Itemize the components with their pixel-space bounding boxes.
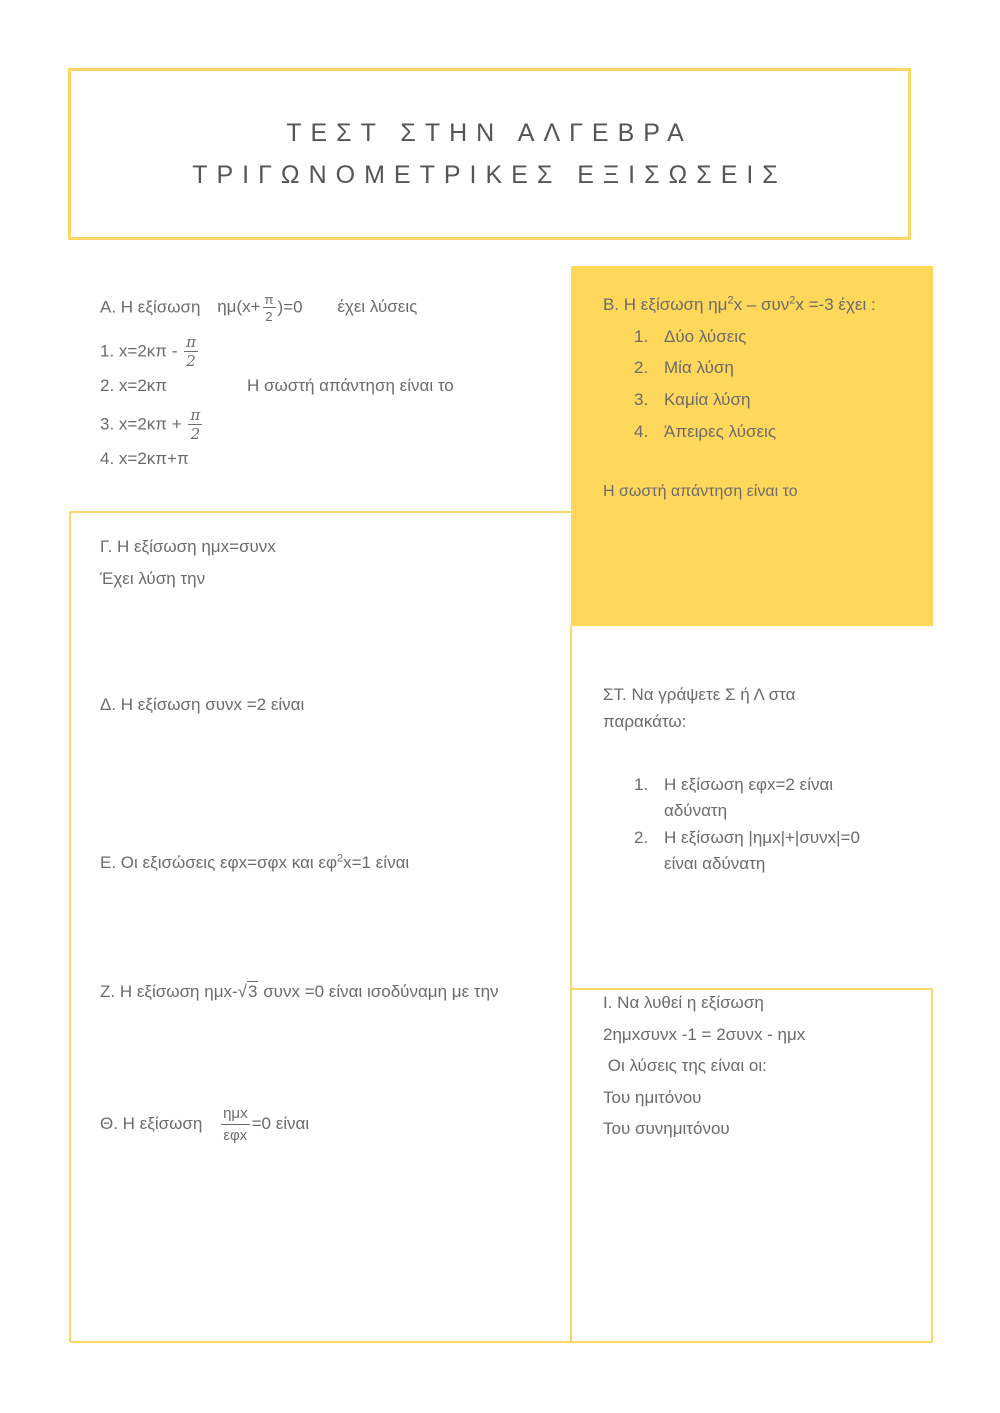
page-title: ΤΕΣΤ ΣΤΗΝ ΑΛΓΕΒΡΑ (286, 119, 693, 147)
question-st-line2: παρακάτω: (603, 712, 687, 731)
question-b-option-1 (634, 326, 746, 348)
question-b-option-3 (634, 389, 750, 411)
question-b-option-1-num: 1. (634, 327, 649, 346)
question-g-line1: Γ. Η εξίσωση ημx=συνx (100, 537, 276, 556)
sqrt-sign: √ (237, 982, 247, 1001)
question-b-option-3-label: Καμία λύση (664, 390, 751, 409)
question-st-item-1-num: 1. (634, 775, 649, 794)
question-theta-den: εφx (223, 1126, 248, 1144)
question-z-part2: συνx =0 είναι ισοδύναμη με την (258, 982, 499, 1001)
question-b-answer-label: Η σωστή απάντηση είναι το (603, 483, 798, 500)
option-2-text: 2. x=2κπ (100, 376, 168, 395)
question-b-part2: x – συν (733, 295, 790, 314)
question-st-item-2-num: 2. (634, 828, 649, 847)
question-a-fraction (263, 293, 276, 323)
question-b-sup1: 2 (727, 294, 734, 307)
option-1-den: 2 (186, 352, 196, 370)
question-a-answer-label: Η σωστή απάντηση είναι το (247, 376, 454, 395)
question-z-part1: Ζ. Η εξίσωση ημx- (100, 982, 238, 1001)
question-a-option-3 (100, 408, 204, 442)
question-a-fn-open: ημ(x+ (217, 297, 261, 317)
question-i-line5: Του συνημιτόνου (603, 1119, 730, 1138)
question-a-prefix: Α. Η εξίσωση (100, 297, 201, 317)
question-e (100, 852, 409, 874)
question-e-part2: x=1 είναι (343, 853, 410, 872)
question-b-option-3-num: 3. (634, 390, 649, 409)
page-subtitle: ΤΡΙΓΩΝΟΜΕΤΡΙΚΕΣ ΕΞΙΣΩΣΕΙΣ (192, 161, 787, 189)
question-b-part3: x =-3 έχει : (795, 295, 876, 314)
question-i-line1: Ι. Να λυθεί η εξίσωση (603, 993, 764, 1012)
question-b-box (571, 266, 933, 626)
option-3-fraction (188, 408, 202, 442)
question-i-line4: Του ημιτόνου (603, 1088, 702, 1107)
question-a-option-1 (100, 335, 200, 369)
question-a-suffix: έχει λύσεις (337, 297, 418, 317)
question-theta-suffix: =0 είναι (251, 1114, 310, 1133)
question-st-line1: ΣΤ. Να γράψετε Σ ή Λ στα (603, 685, 796, 704)
question-a-fn-close: )=0 (277, 297, 303, 317)
title-box (68, 68, 911, 240)
question-st-item-2-line2: είναι αδύνατη (664, 854, 766, 873)
question-b-part1: Β. Η εξίσωση ημ (603, 295, 728, 314)
question-st-item-1-line2: αδύνατη (664, 801, 728, 820)
option-1-text: 1. x=2κπ - (100, 341, 178, 361)
question-e-sup: 2 (337, 852, 344, 865)
question-st-item-1-line1: Η εξίσωση εφx=2 είναι (664, 775, 834, 794)
question-b-option-4-num: 4. (634, 422, 649, 441)
question-b (603, 294, 876, 316)
question-g-line2: Έχει λύση την (100, 569, 206, 588)
question-b-sup2: 2 (789, 294, 796, 307)
option-3-text: 3. x=2κπ + (100, 414, 182, 434)
question-a-frac-num: π (264, 292, 274, 307)
question-e-part1: Ε. Οι εξισώσεις εφx=σφx και εφ (100, 853, 337, 872)
question-theta (100, 1104, 309, 1144)
question-theta-num: ημx (221, 1105, 250, 1124)
question-b-option-4 (634, 421, 776, 443)
question-d: Δ. Η εξίσωση συνx =2 είναι (100, 695, 305, 714)
question-theta-fraction (221, 1105, 250, 1144)
question-a-frac-den: 2 (265, 309, 273, 324)
question-theta-prefix: Θ. Η εξίσωση (100, 1114, 203, 1133)
option-1-num: π (186, 333, 196, 351)
question-z (100, 981, 499, 1003)
question-i-line3: Οι λύσεις της είναι οι: (603, 1056, 767, 1075)
question-b-option-4-label: Άπειρες λύσεις (664, 422, 777, 441)
question-b-option-2 (634, 357, 734, 379)
question-st-item-2-line1: Η εξίσωση |ημx|+|συνx|=0 (664, 828, 860, 847)
option-3-den: 2 (190, 425, 201, 443)
question-a-option-4: 4. x=2κπ+π (100, 449, 189, 468)
sqrt-symbol (238, 981, 259, 1003)
sqrt-arg: 3 (248, 982, 258, 1001)
question-b-option-1-label: Δύο λύσεις (664, 327, 747, 346)
option-1-fraction (184, 335, 198, 369)
option-3-num: π (190, 406, 201, 424)
question-i-line2: 2ημxσυνx -1 = 2συνx - ημx (603, 1025, 806, 1044)
question-a (100, 293, 417, 323)
question-b-option-2-label: Μία λύση (664, 358, 734, 377)
question-a-option-2 (100, 375, 167, 397)
question-b-option-2-num: 2. (634, 358, 649, 377)
